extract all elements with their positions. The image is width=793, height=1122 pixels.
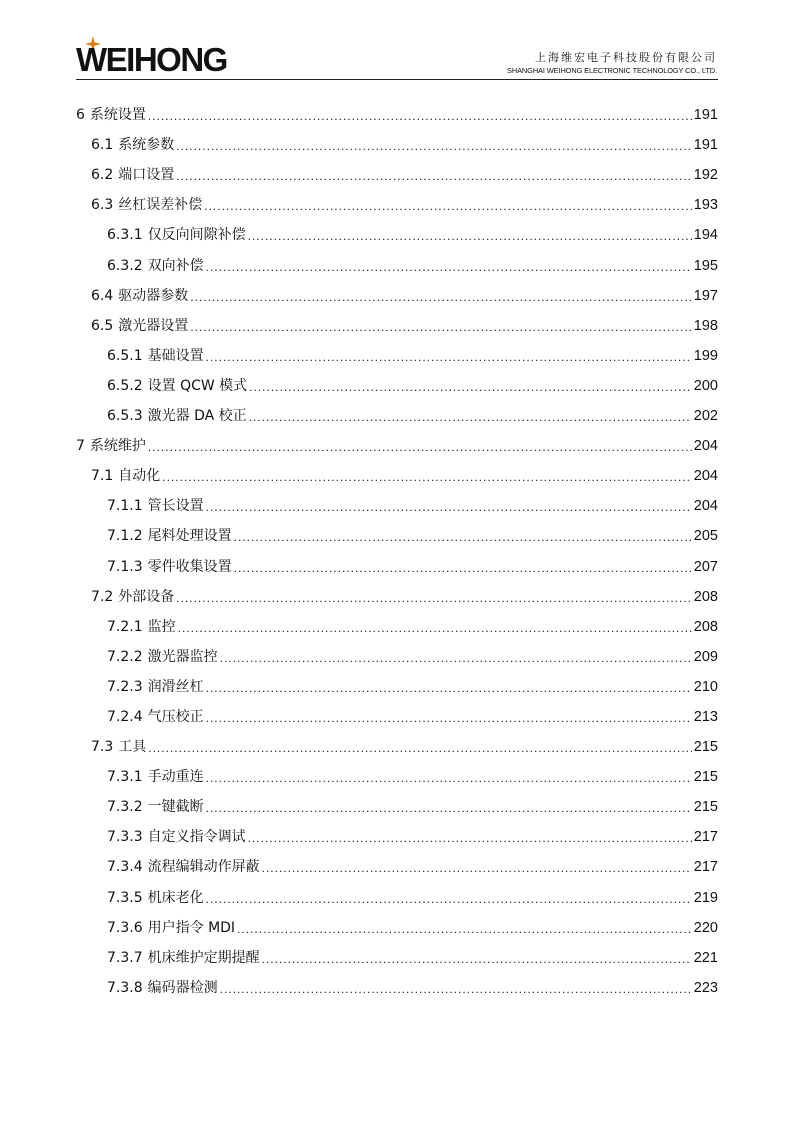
toc-entry-title: 用户指令 MDI <box>147 919 236 936</box>
toc-dot-leader <box>248 825 692 852</box>
toc-entry-title: 管长设置 <box>147 498 204 515</box>
toc-entry-number: 6.3.1 <box>107 227 143 244</box>
toc-dot-leader <box>234 555 692 582</box>
toc-entry-page: 213 <box>693 708 718 725</box>
toc-entry-page: 202 <box>693 408 718 425</box>
toc-dot-leader <box>220 976 692 1003</box>
toc-entry-number: 7.2.2 <box>107 648 143 665</box>
toc-dot-leader <box>262 946 692 973</box>
toc-entry-page: 193 <box>693 197 718 214</box>
toc-entry-title: 尾料处理设置 <box>147 528 232 545</box>
toc-entry-title: 仅反向间隙补偿 <box>147 227 246 244</box>
toc-entry-number: 6.4 <box>91 287 114 304</box>
header-divider <box>76 79 718 80</box>
toc-dot-leader <box>220 645 692 672</box>
toc-dot-leader <box>206 765 692 792</box>
toc-entry[interactable] <box>76 281 718 311</box>
toc-dot-leader <box>248 223 692 250</box>
toc-dot-leader <box>176 163 692 190</box>
toc-entry[interactable] <box>76 943 718 973</box>
toc-entry-number: 6.5 <box>91 317 114 334</box>
toc-dot-leader <box>206 675 692 702</box>
toc-entry-page: 215 <box>693 799 718 816</box>
toc-dot-leader <box>262 855 692 882</box>
toc-entry-title: 激光器 DA 校正 <box>147 408 247 425</box>
toc-entry[interactable] <box>76 732 718 762</box>
toc-entry[interactable] <box>76 762 718 792</box>
toc-entry[interactable] <box>76 642 718 672</box>
toc-entry[interactable] <box>76 612 718 642</box>
toc-entry-number: 7.3.4 <box>107 859 143 876</box>
toc-entry-page: 204 <box>693 498 718 515</box>
page-header <box>0 0 793 82</box>
toc-entry[interactable] <box>76 702 718 732</box>
toc-entry-number: 7.3.5 <box>107 889 143 906</box>
toc-dot-leader <box>162 464 692 491</box>
toc-entry[interactable] <box>76 822 718 852</box>
toc-entry[interactable] <box>76 672 718 702</box>
toc-entry-number: 7.2.1 <box>107 618 143 635</box>
toc-entry-number: 7 <box>76 438 85 455</box>
toc-entry-title: 丝杠误差补偿 <box>118 197 203 214</box>
toc-entry-number: 7.3.2 <box>107 799 143 816</box>
toc-entry[interactable] <box>76 130 718 160</box>
toc-entry-number: 6.3 <box>91 197 114 214</box>
toc-dot-leader <box>148 735 692 762</box>
toc-entry-number: 7.1.1 <box>107 498 143 515</box>
toc-entry-title: 自定义指令调试 <box>147 829 246 846</box>
toc-entry-number: 7.2 <box>91 588 114 605</box>
toc-entry[interactable] <box>76 491 718 521</box>
toc-entry-number: 6.5.2 <box>107 377 143 394</box>
toc-dot-leader <box>176 585 692 612</box>
toc-entry[interactable] <box>76 431 718 461</box>
toc-dot-leader <box>176 133 692 160</box>
toc-entry-page: 217 <box>693 859 718 876</box>
toc-entry[interactable] <box>76 461 718 491</box>
toc-entry-title: 设置 QCW 模式 <box>147 377 248 394</box>
toc-entry-number: 6.2 <box>91 167 114 184</box>
toc-entry-number: 7.3.7 <box>107 949 143 966</box>
toc-entry-page: 191 <box>693 137 718 154</box>
toc-entry-page: 207 <box>693 558 718 575</box>
toc-entry[interactable] <box>76 973 718 1003</box>
toc-entry-page: 215 <box>693 739 718 756</box>
toc-entry-page: 198 <box>693 317 718 334</box>
toc-dot-leader <box>249 404 692 431</box>
toc-entry-title: 双向补偿 <box>147 257 204 274</box>
toc-entry[interactable] <box>76 852 718 882</box>
company-name-chinese: 上海维宏电子科技股份有限公司 <box>535 51 717 64</box>
toc-entry-title: 零件收集设置 <box>147 558 232 575</box>
toc-entry-page: 221 <box>693 949 718 966</box>
toc-dot-leader <box>206 254 692 281</box>
toc-dot-leader <box>190 284 692 311</box>
toc-dot-leader <box>206 705 692 732</box>
toc-entry-number: 7.2.4 <box>107 708 143 725</box>
toc-entry[interactable] <box>76 250 718 280</box>
toc-dot-leader <box>148 103 692 130</box>
toc-entry[interactable] <box>76 100 718 130</box>
toc-entry-title: 驱动器参数 <box>118 287 189 304</box>
toc-entry[interactable] <box>76 792 718 822</box>
toc-entry[interactable] <box>76 190 718 220</box>
toc-entry[interactable] <box>76 220 718 250</box>
toc-entry-page: 197 <box>693 287 718 304</box>
toc-dot-leader <box>234 524 692 551</box>
toc-dot-leader <box>178 615 692 642</box>
toc-entry-page: 209 <box>693 648 718 665</box>
toc-entry-title: 机床老化 <box>147 889 204 906</box>
toc-dot-leader <box>206 494 692 521</box>
toc-entry-title: 外部设备 <box>118 588 175 605</box>
toc-entry-title: 手动重连 <box>147 769 204 786</box>
toc-entry-page: 195 <box>693 257 718 274</box>
toc-entry-title: 自动化 <box>118 468 161 485</box>
toc-entry-title: 工具 <box>118 739 147 756</box>
toc-entry-title: 系统参数 <box>118 137 175 154</box>
toc-entry-page: 191 <box>693 107 718 124</box>
toc-entry-title: 基础设置 <box>147 347 204 364</box>
toc-entry-title: 润滑丝杠 <box>147 678 204 695</box>
toc-entry-title: 编码器检测 <box>147 979 218 996</box>
toc-entry-page: 208 <box>693 588 718 605</box>
toc-entry-title: 流程编辑动作屏蔽 <box>147 859 260 876</box>
toc-entry-number: 7.3.8 <box>107 979 143 996</box>
toc-entry-number: 6.5.3 <box>107 408 143 425</box>
toc-entry-page: 200 <box>693 377 718 394</box>
toc-dot-leader <box>249 374 692 401</box>
toc-entry[interactable] <box>76 401 718 431</box>
toc-dot-leader <box>190 314 692 341</box>
toc-dot-leader <box>206 886 692 913</box>
toc-entry-page: 217 <box>693 829 718 846</box>
toc-entry-page: 199 <box>693 347 718 364</box>
toc-entry-number: 6 <box>76 107 85 124</box>
toc-entry-title: 一键截断 <box>147 799 204 816</box>
toc-dot-leader <box>206 795 692 822</box>
company-logo: WEIHONG <box>76 41 227 78</box>
toc-entry-number: 7.2.3 <box>107 678 143 695</box>
toc-entry-number: 6.1 <box>91 137 114 154</box>
toc-entry-number: 6.5.1 <box>107 347 143 364</box>
toc-entry-page: 204 <box>693 468 718 485</box>
toc-entry-page: 215 <box>693 769 718 786</box>
toc-entry-page: 219 <box>693 889 718 906</box>
toc-entry-number: 7.3.1 <box>107 769 143 786</box>
toc-entry[interactable] <box>76 311 718 341</box>
toc-entry-title: 系统设置 <box>89 107 146 124</box>
toc-entry-page: 220 <box>693 919 718 936</box>
table-of-contents <box>76 100 718 1003</box>
toc-entry-number: 7.1.3 <box>107 558 143 575</box>
toc-entry[interactable] <box>76 341 718 371</box>
toc-entry-number: 7.1 <box>91 468 114 485</box>
toc-dot-leader <box>148 434 692 461</box>
toc-entry[interactable] <box>76 582 718 612</box>
toc-entry-number: 7.3.6 <box>107 919 143 936</box>
toc-entry-page: 194 <box>693 227 718 244</box>
toc-entry-page: 192 <box>693 167 718 184</box>
toc-entry-title: 激光器监控 <box>147 648 218 665</box>
toc-entry[interactable] <box>76 521 718 551</box>
toc-entry-page: 204 <box>693 438 718 455</box>
toc-entry-title: 监控 <box>147 618 176 635</box>
toc-entry-number: 6.3.2 <box>107 257 143 274</box>
toc-entry[interactable] <box>76 371 718 401</box>
toc-entry[interactable] <box>76 913 718 943</box>
toc-dot-leader <box>237 916 692 943</box>
toc-dot-leader <box>204 193 692 220</box>
toc-dot-leader <box>206 344 692 371</box>
toc-entry[interactable] <box>76 551 718 581</box>
toc-entry-page: 208 <box>693 618 718 635</box>
company-name-english: SHANGHAI WEIHONG ELECTRONIC TECHNOLOGY CO., LTD. <box>507 66 717 75</box>
toc-entry-title: 系统维护 <box>89 438 146 455</box>
toc-entry-title: 端口设置 <box>118 167 175 184</box>
toc-entry-number: 7.1.2 <box>107 528 143 545</box>
toc-entry[interactable] <box>76 160 718 190</box>
toc-entry-page: 223 <box>693 979 718 996</box>
toc-entry-title: 机床维护定期提醒 <box>147 949 260 966</box>
toc-entry[interactable] <box>76 882 718 912</box>
toc-entry-page: 205 <box>693 528 718 545</box>
toc-entry-number: 7.3.3 <box>107 829 143 846</box>
toc-entry-title: 激光器设置 <box>118 317 189 334</box>
toc-entry-number: 7.3 <box>91 739 114 756</box>
toc-entry-title: 气压校正 <box>147 708 204 725</box>
toc-entry-page: 210 <box>693 678 718 695</box>
